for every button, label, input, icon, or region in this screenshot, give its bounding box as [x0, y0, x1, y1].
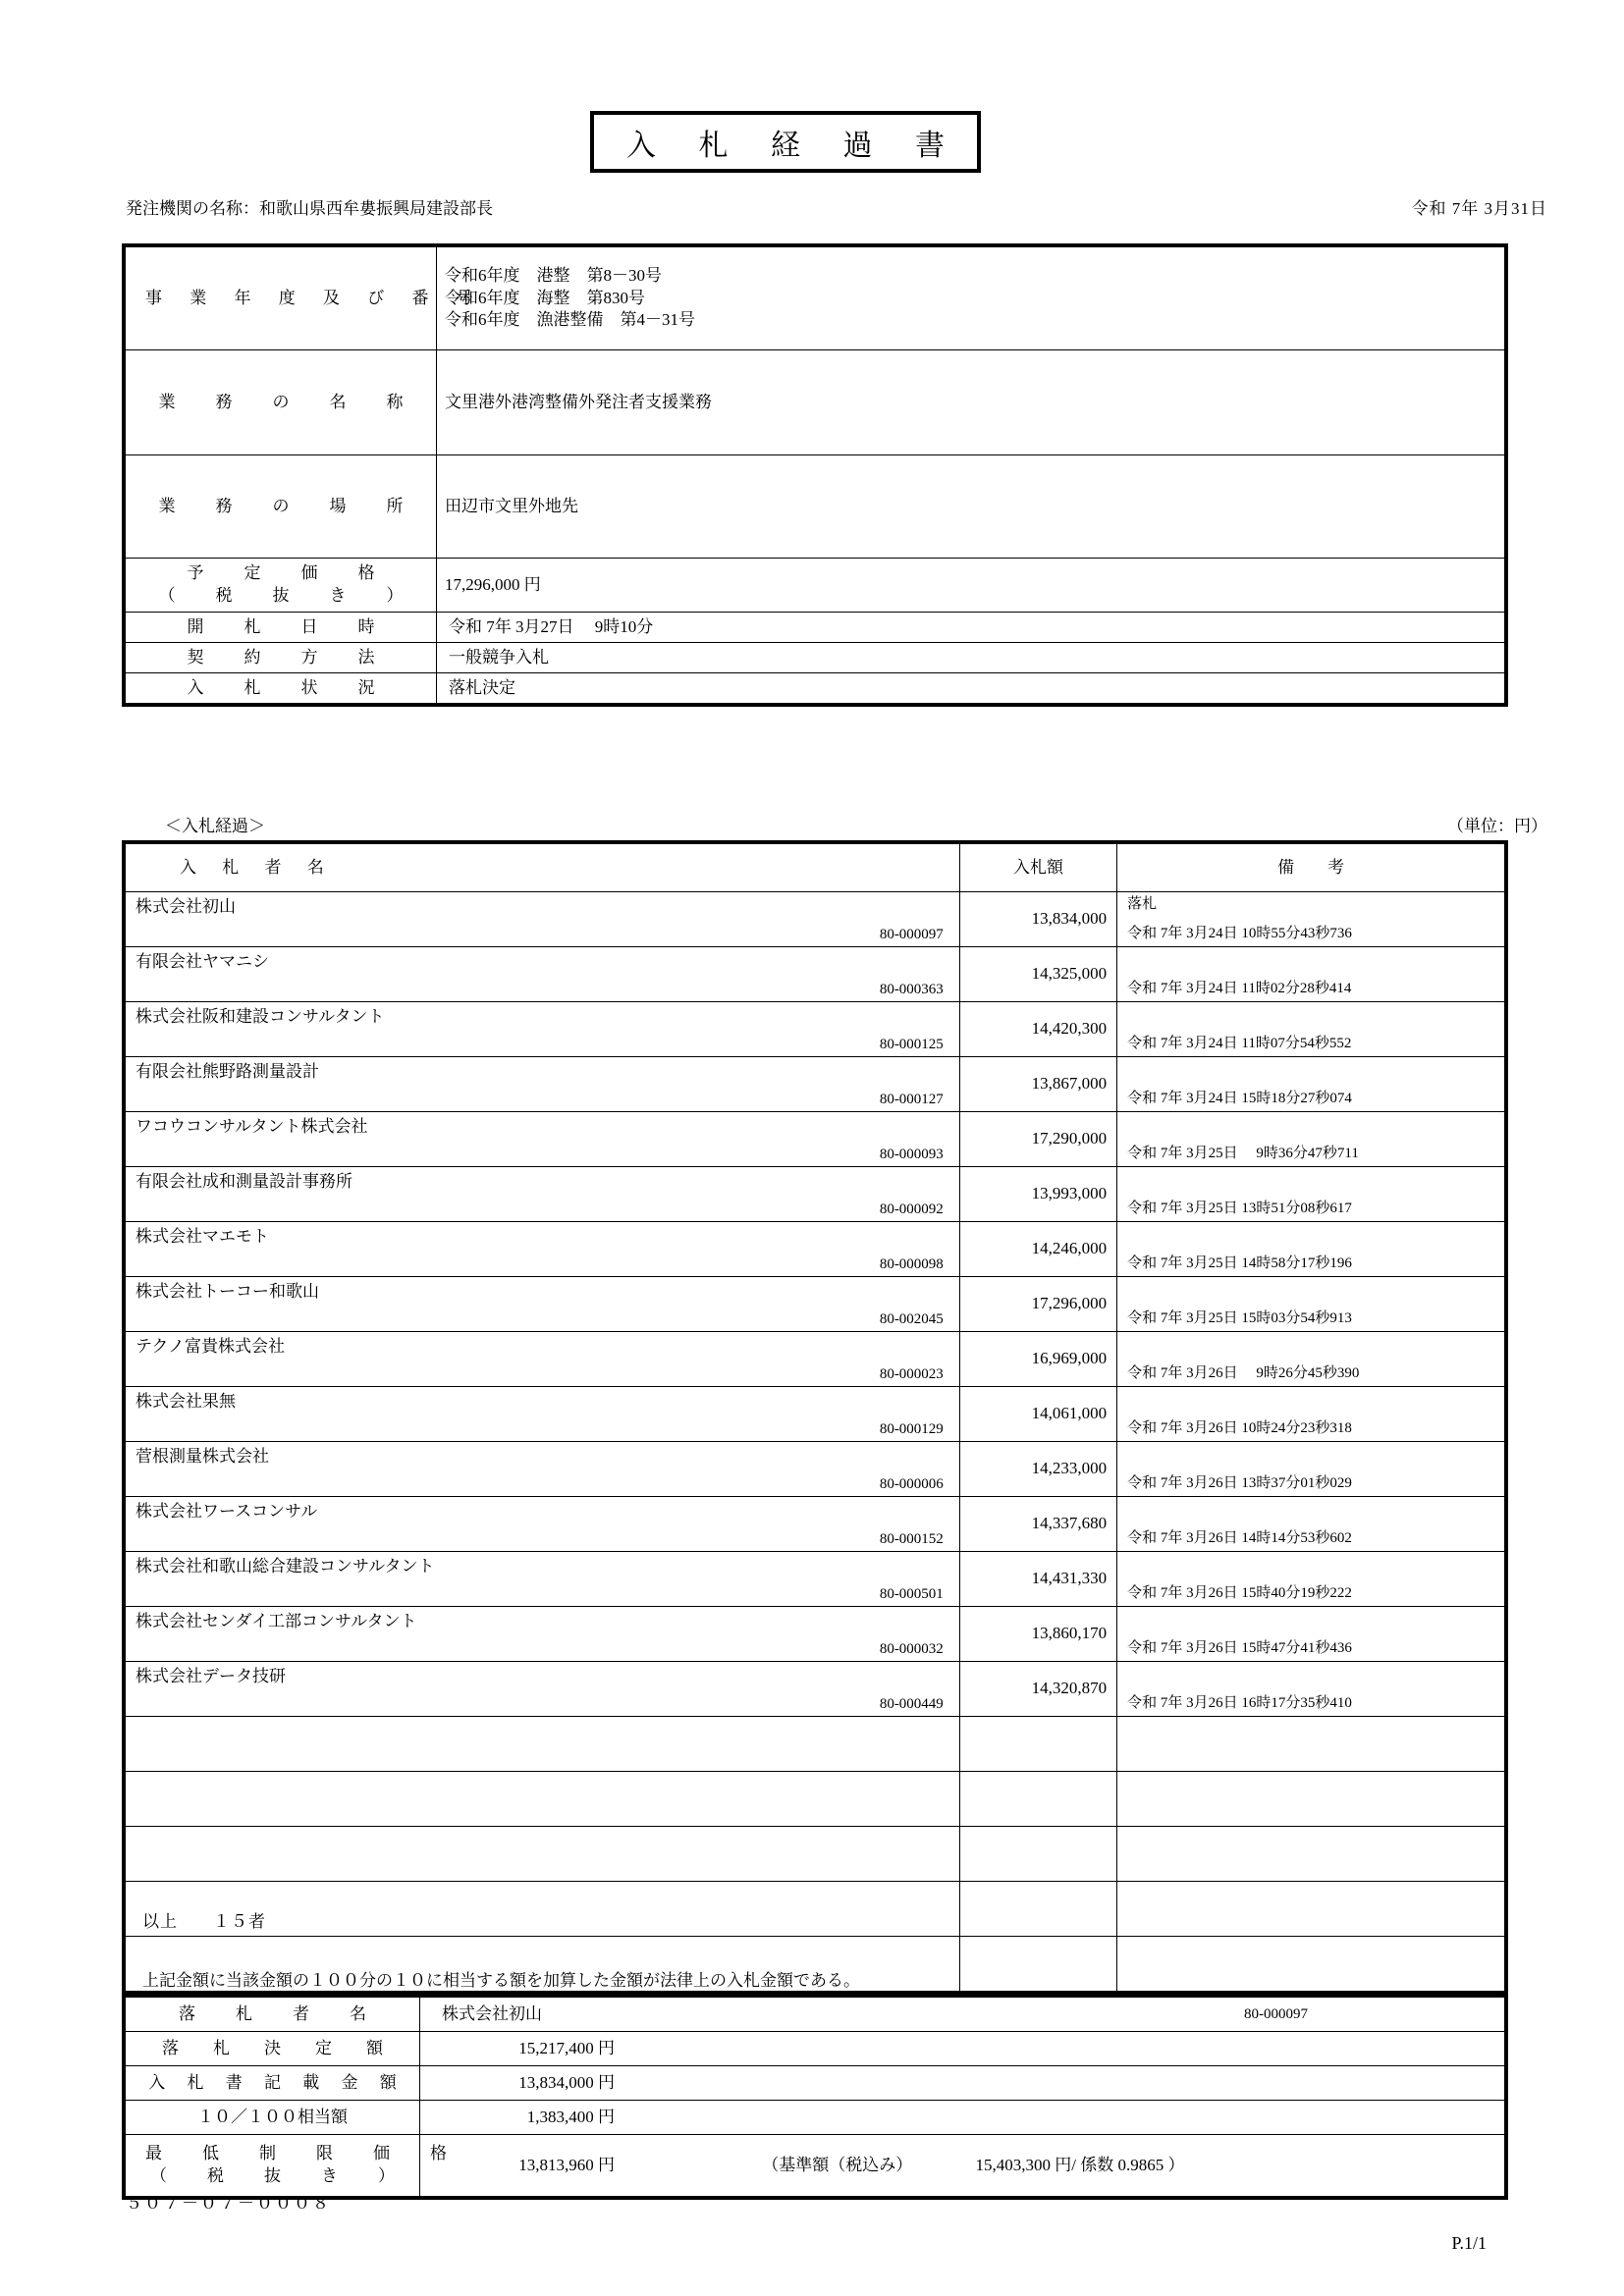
info-value-project-name: 文里港外港湾整備外発注者支援業務 [437, 350, 1505, 455]
info-label-bid-status: 入 札 状 況 [126, 673, 437, 704]
table-row [126, 1497, 1505, 1552]
bid-cell-note [1117, 1167, 1505, 1222]
table-row [126, 1552, 1505, 1607]
bid-cell-amount: 13,860,170 [959, 1607, 1116, 1662]
legal-note: 上記金額に当該金額の１００分の１０に相当する額を加算した金額が法律上の入札金額である。 [142, 1971, 860, 1990]
table-row [126, 1607, 1505, 1662]
bidder-name: 株式会社果無 [135, 1392, 236, 1411]
bid-cell-amount: 16,969,000 [959, 1332, 1116, 1387]
bid-cell-bidder [126, 1222, 960, 1277]
info-label-project-number: 事 業 年 度 及 び 番 号 [126, 247, 437, 350]
table-row [126, 947, 1505, 1002]
bidder-name: 株式会社トーコー和歌山 [135, 1282, 319, 1301]
bid-cell-bidder [126, 1167, 960, 1222]
bid-cell-empty [1117, 1772, 1505, 1827]
minimum-price-basis-value: 15,403,300 円/ 係数 0.9865 ） [975, 2155, 1185, 2174]
bid-cell-note [1117, 1442, 1505, 1497]
bidder-name: 有限会社熊野路測量設計 [135, 1062, 319, 1081]
bidder-code: 80-000032 [879, 1640, 944, 1657]
table-row [126, 1222, 1505, 1277]
bidder-name: 菅根測量株式会社 [135, 1447, 269, 1466]
bid-timestamp: 令和 7年 3月24日 10時55分43秒736 [1127, 925, 1352, 941]
table-row [126, 1387, 1505, 1442]
project-info-table [122, 243, 1508, 707]
result-row-winner [126, 1998, 1505, 2032]
bid-cell-note [1117, 1222, 1505, 1277]
bidder-code: 80-000093 [879, 1146, 944, 1162]
bid-cell-bidder [126, 1552, 960, 1607]
page-number: P.1/1 [1451, 2233, 1487, 2253]
bidder-code: 80-000449 [879, 1695, 944, 1712]
bid-cell-empty [126, 1827, 960, 1882]
bid-cell-amount: 13,867,000 [959, 1057, 1116, 1112]
result-row-decided-amount [126, 2032, 1505, 2066]
bid-cell-bidder [126, 1002, 960, 1057]
result-row-written-amount [126, 2066, 1505, 2101]
table-row [126, 1442, 1505, 1497]
table-row [126, 1167, 1505, 1222]
bid-cell-empty [959, 1772, 1116, 1827]
bidder-name: 株式会社和歌山総合建設コンサルタント [135, 1557, 435, 1575]
bid-cell-note [1117, 1332, 1505, 1387]
bid-cell-bidder [126, 1497, 960, 1552]
bidder-code: 80-000125 [879, 1036, 944, 1052]
bid-cell-note [1117, 892, 1505, 947]
table-row-empty [126, 1827, 1505, 1882]
bidder-name: ワコウコンサルタント株式会社 [135, 1117, 368, 1136]
table-row [126, 1332, 1505, 1387]
bidder-code: 80-002045 [879, 1310, 944, 1327]
bid-unit-caption: （単位：円） [1447, 817, 1547, 835]
table-row [126, 892, 1505, 947]
bidder-code: 80-000152 [879, 1530, 944, 1547]
result-label-decided-amount: 落 札 決 定 額 [126, 2032, 420, 2066]
bid-cell-bidder [126, 1607, 960, 1662]
bidder-code: 80-000006 [879, 1475, 944, 1492]
bidder-code: 80-000127 [879, 1091, 944, 1107]
bid-cell-bidder [126, 1112, 960, 1167]
bidder-code: 80-000023 [879, 1365, 944, 1382]
bid-cell-empty [959, 1937, 1116, 1992]
info-value-estimated-price: 17,296,000 円 [437, 559, 1505, 613]
bid-timestamp: 令和 7年 3月24日 15時18分27秒074 [1127, 1090, 1352, 1106]
bidder-name: 株式会社センダイ工部コンサルタント [135, 1612, 417, 1630]
info-label-contract-method: 契 約 方 法 [126, 643, 437, 673]
bid-cell-note [1117, 1057, 1505, 1112]
result-row-minimum-price [126, 2135, 1505, 2197]
table-row [126, 1112, 1505, 1167]
bidder-name: 株式会社データ技研 [135, 1667, 286, 1685]
bid-cell-amount: 14,246,000 [959, 1222, 1116, 1277]
result-label-ten-percent: １０／１００相当額 [126, 2101, 420, 2135]
bid-cell-note [1117, 947, 1505, 1002]
bid-timestamp: 令和 7年 3月26日 15時47分41秒436 [1127, 1639, 1352, 1656]
info-row-project-number [126, 247, 1505, 350]
document-title-box [590, 111, 981, 173]
bid-cell-empty [959, 1827, 1116, 1882]
info-label-project-name: 業 務 の 名 称 [126, 350, 437, 455]
bidder-name: 有限会社ヤマニシ [135, 952, 269, 971]
table-row-empty [126, 1772, 1505, 1827]
bid-cell-bidder [126, 1442, 960, 1497]
bid-timestamp: 令和 7年 3月26日 10時24分23秒318 [1127, 1419, 1352, 1436]
bidder-code: 80-000129 [879, 1420, 944, 1437]
bid-cell-amount: 14,337,680 [959, 1497, 1116, 1552]
bid-cell-amount: 17,296,000 [959, 1277, 1116, 1332]
bid-cell-note [1117, 1002, 1505, 1057]
winner-name: 株式会社初山 [442, 2003, 542, 2023]
bidder-code: 80-000092 [879, 1201, 944, 1217]
info-row-estimated-price [126, 559, 1505, 613]
table-row [126, 1057, 1505, 1112]
bid-cell-amount: 14,325,000 [959, 947, 1116, 1002]
result-label-written-amount: 入 札 書 記 載 金 額 [126, 2066, 420, 2101]
bid-cell-note [1117, 1277, 1505, 1332]
bid-timestamp: 令和 7年 3月26日 13時37分01秒029 [1127, 1474, 1352, 1491]
table-row [126, 1002, 1505, 1057]
bid-cell-bidder [126, 892, 960, 947]
info-row-bid-status [126, 673, 1505, 704]
bid-cell-amount: 17,290,000 [959, 1112, 1116, 1167]
bid-cell-empty [126, 1717, 960, 1772]
info-value-contract-method: 一般競争入札 [437, 643, 1505, 673]
info-label-project-location: 業 務 の 場 所 [126, 455, 437, 559]
bid-header-amount: 入札額 [959, 844, 1116, 892]
result-value-winner [420, 1998, 1505, 2032]
issue-date: 令和 7年 3月31日 [1411, 199, 1547, 218]
bid-cell-amount: 14,420,300 [959, 1002, 1116, 1057]
table-row-empty [126, 1882, 1505, 1937]
table-row-empty [126, 1717, 1505, 1772]
info-row-contract-method [126, 643, 1505, 673]
bidder-name: 株式会社阪和建設コンサルタント [135, 1007, 385, 1026]
result-label-winner: 落 札 者 名 [126, 1998, 420, 2032]
bid-cell-bidder [126, 1277, 960, 1332]
bid-cell-amount: 13,834,000 [959, 892, 1116, 947]
info-label-open-datetime: 開 札 日 時 [126, 613, 437, 643]
info-label-estimated-price: 予 定 価 格 （ 税 抜 き ） [126, 559, 437, 613]
issuer-name: 発注機関の名称：和歌山県西牟婁振興局建設部長 [126, 199, 493, 218]
result-value-minimum-price: 13,813,960 円 （基準額（税込み） 15,403,300 円/ 係数 0.9865 ） [420, 2135, 1505, 2197]
bid-cell-empty [1117, 1827, 1505, 1882]
bid-cell-bidder [126, 1057, 960, 1112]
bidder-name: 有限会社成和測量設計事務所 [135, 1172, 352, 1191]
bid-table-header-row [126, 844, 1505, 892]
bid-cell-amount: 14,431,330 [959, 1552, 1116, 1607]
info-value-open-datetime: 令和 7年 3月27日 9時10分 [437, 613, 1505, 643]
bidder-code: 80-000097 [879, 926, 944, 942]
bidder-code: 80-000501 [879, 1585, 944, 1602]
bid-timestamp: 令和 7年 3月26日 14時14分53秒602 [1127, 1529, 1352, 1546]
bidder-count-line: 以上 １５者 [142, 1912, 266, 1931]
bid-cell-note [1117, 1552, 1505, 1607]
bid-timestamp: 令和 7年 3月25日 15時03分54秒913 [1127, 1309, 1352, 1326]
bidder-code: 80-000098 [879, 1255, 944, 1272]
bid-cell-bidder [126, 947, 960, 1002]
bid-history-table [122, 840, 1508, 1995]
bid-timestamp: 令和 7年 3月25日 14時58分17秒196 [1127, 1255, 1352, 1271]
bid-cell-note [1117, 1387, 1505, 1442]
bid-timestamp: 令和 7年 3月26日 16時17分35秒410 [1127, 1694, 1352, 1711]
bid-cell-empty [1117, 1717, 1505, 1772]
info-row-project-location [126, 455, 1505, 559]
bid-cell-amount: 14,061,000 [959, 1387, 1116, 1442]
info-value-project-number: 令和6年度 港整 第8－30号 令和6年度 海整 第830号 令和6年度 漁港整備 第4－31号 [437, 247, 1505, 350]
table-row [126, 1662, 1505, 1717]
bid-cell-empty [959, 1717, 1116, 1772]
bidder-code: 80-000363 [879, 981, 944, 997]
bid-history-caption: ＜入札経過＞ [165, 817, 265, 835]
result-value-written-amount: 13,834,000 円 [420, 2066, 1505, 2101]
table-row [126, 1277, 1505, 1332]
info-value-bid-status: 落札決定 [437, 673, 1505, 704]
info-row-open-datetime [126, 613, 1505, 643]
award-result-table [122, 1994, 1508, 2200]
bidder-name: 株式会社マエモト [135, 1227, 269, 1246]
bid-timestamp: 令和 7年 3月25日 13時51分08秒617 [1127, 1200, 1352, 1216]
bid-cell-bidder [126, 1332, 960, 1387]
award-badge: 落札 [1127, 896, 1158, 912]
document-id: ５０７－０７－０００８ [126, 2194, 331, 2213]
bid-timestamp: 令和 7年 3月26日 15時40分19秒222 [1127, 1584, 1352, 1601]
bid-cell-empty [1117, 1937, 1505, 1992]
bid-cell-note [1117, 1112, 1505, 1167]
bid-timestamp: 令和 7年 3月26日 9時26分45秒390 [1127, 1364, 1360, 1381]
bid-cell-note [1117, 1662, 1505, 1717]
bidder-name: 株式会社ワースコンサル [135, 1502, 318, 1521]
info-value-project-location: 田辺市文里外地先 [437, 455, 1505, 559]
bid-cell-bidder [126, 1662, 960, 1717]
bid-cell-amount: 14,233,000 [959, 1442, 1116, 1497]
bid-cell-empty [959, 1882, 1116, 1937]
bid-cell-amount: 13,993,000 [959, 1167, 1116, 1222]
bid-timestamp: 令和 7年 3月24日 11時02分28秒414 [1127, 980, 1352, 996]
bid-cell-empty [1117, 1882, 1505, 1937]
minimum-price-basis-label: （基準額（税込み） [762, 2155, 913, 2174]
bid-cell-note [1117, 1607, 1505, 1662]
info-row-project-name [126, 350, 1505, 455]
result-label-minimum-price: 最 低 制 限 価 格 （ 税 抜 き ） [126, 2135, 420, 2197]
bid-timestamp: 令和 7年 3月24日 11時07分54秒552 [1127, 1035, 1352, 1051]
winner-code: 80-000097 [1244, 2005, 1308, 2022]
bid-timestamp: 令和 7年 3月25日 9時36分47秒711 [1127, 1145, 1359, 1161]
bidder-name: 株式会社初山 [135, 897, 236, 916]
bid-cell-bidder [126, 1387, 960, 1442]
result-value-ten-percent: 1,383,400 円 [420, 2101, 1505, 2135]
bid-cell-empty [126, 1772, 960, 1827]
bid-cell-amount: 14,320,870 [959, 1662, 1116, 1717]
result-value-decided-amount: 15,217,400 円 [420, 2032, 1505, 2066]
page-title: 入 札 経 過 書 [626, 129, 962, 162]
bidder-name: テクノ富貴株式会社 [135, 1337, 285, 1356]
bid-header-note: 備 考 [1117, 844, 1505, 892]
result-row-ten-percent [126, 2101, 1505, 2135]
bid-cell-note [1117, 1497, 1505, 1552]
bid-header-bidder-name: 入 札 者 名 [126, 844, 960, 892]
